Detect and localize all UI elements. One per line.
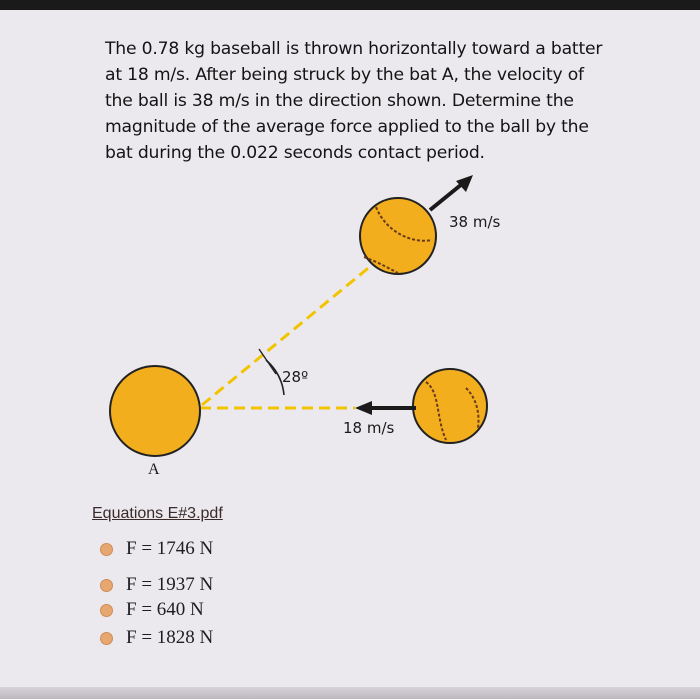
question-line: the ball is 38 m/s in the direction shown. Determine the (105, 91, 574, 111)
answer-option[interactable] (100, 538, 213, 560)
angle-marker (259, 349, 276, 374)
question-line: bat during the 0.022 seconds contact period. (105, 143, 485, 163)
equations-pdf-link[interactable]: Equations E#3.pdf (92, 505, 223, 522)
answer-option-label: F = 640 N (126, 599, 204, 620)
answer-option-label: F = 1746 N (126, 538, 214, 559)
answer-option[interactable] (100, 627, 213, 649)
question-line: at 18 m/s. After being struck by the bat A, the velocity of (105, 65, 584, 85)
angle-label: 28º (282, 368, 309, 386)
outgoing-velocity-arrow (430, 184, 462, 210)
answer-option-label: F = 1828 N (126, 627, 214, 648)
outgoing-arrowhead (456, 175, 473, 192)
outgoing-ball (360, 198, 436, 274)
radio-button-icon[interactable] (100, 543, 113, 556)
answer-option[interactable] (100, 599, 204, 621)
question-line: The 0.78 kg baseball is thrown horizontally toward a batter (105, 39, 603, 59)
radio-button-icon[interactable] (100, 632, 113, 645)
incoming-ball (413, 369, 487, 443)
bat-point-label: A (148, 461, 160, 478)
question-line: magnitude of the average force applied to the ball by the (105, 117, 589, 137)
radio-button-icon[interactable] (100, 604, 113, 617)
bat-circle (110, 366, 200, 456)
radio-button-icon[interactable] (100, 579, 113, 592)
incoming-arrowhead (355, 401, 372, 415)
answer-option[interactable] (100, 574, 213, 596)
outgoing-velocity-label: 38 m/s (449, 213, 501, 231)
answer-option-label: F = 1937 N (126, 574, 214, 595)
incoming-velocity-label: 18 m/s (343, 419, 395, 437)
